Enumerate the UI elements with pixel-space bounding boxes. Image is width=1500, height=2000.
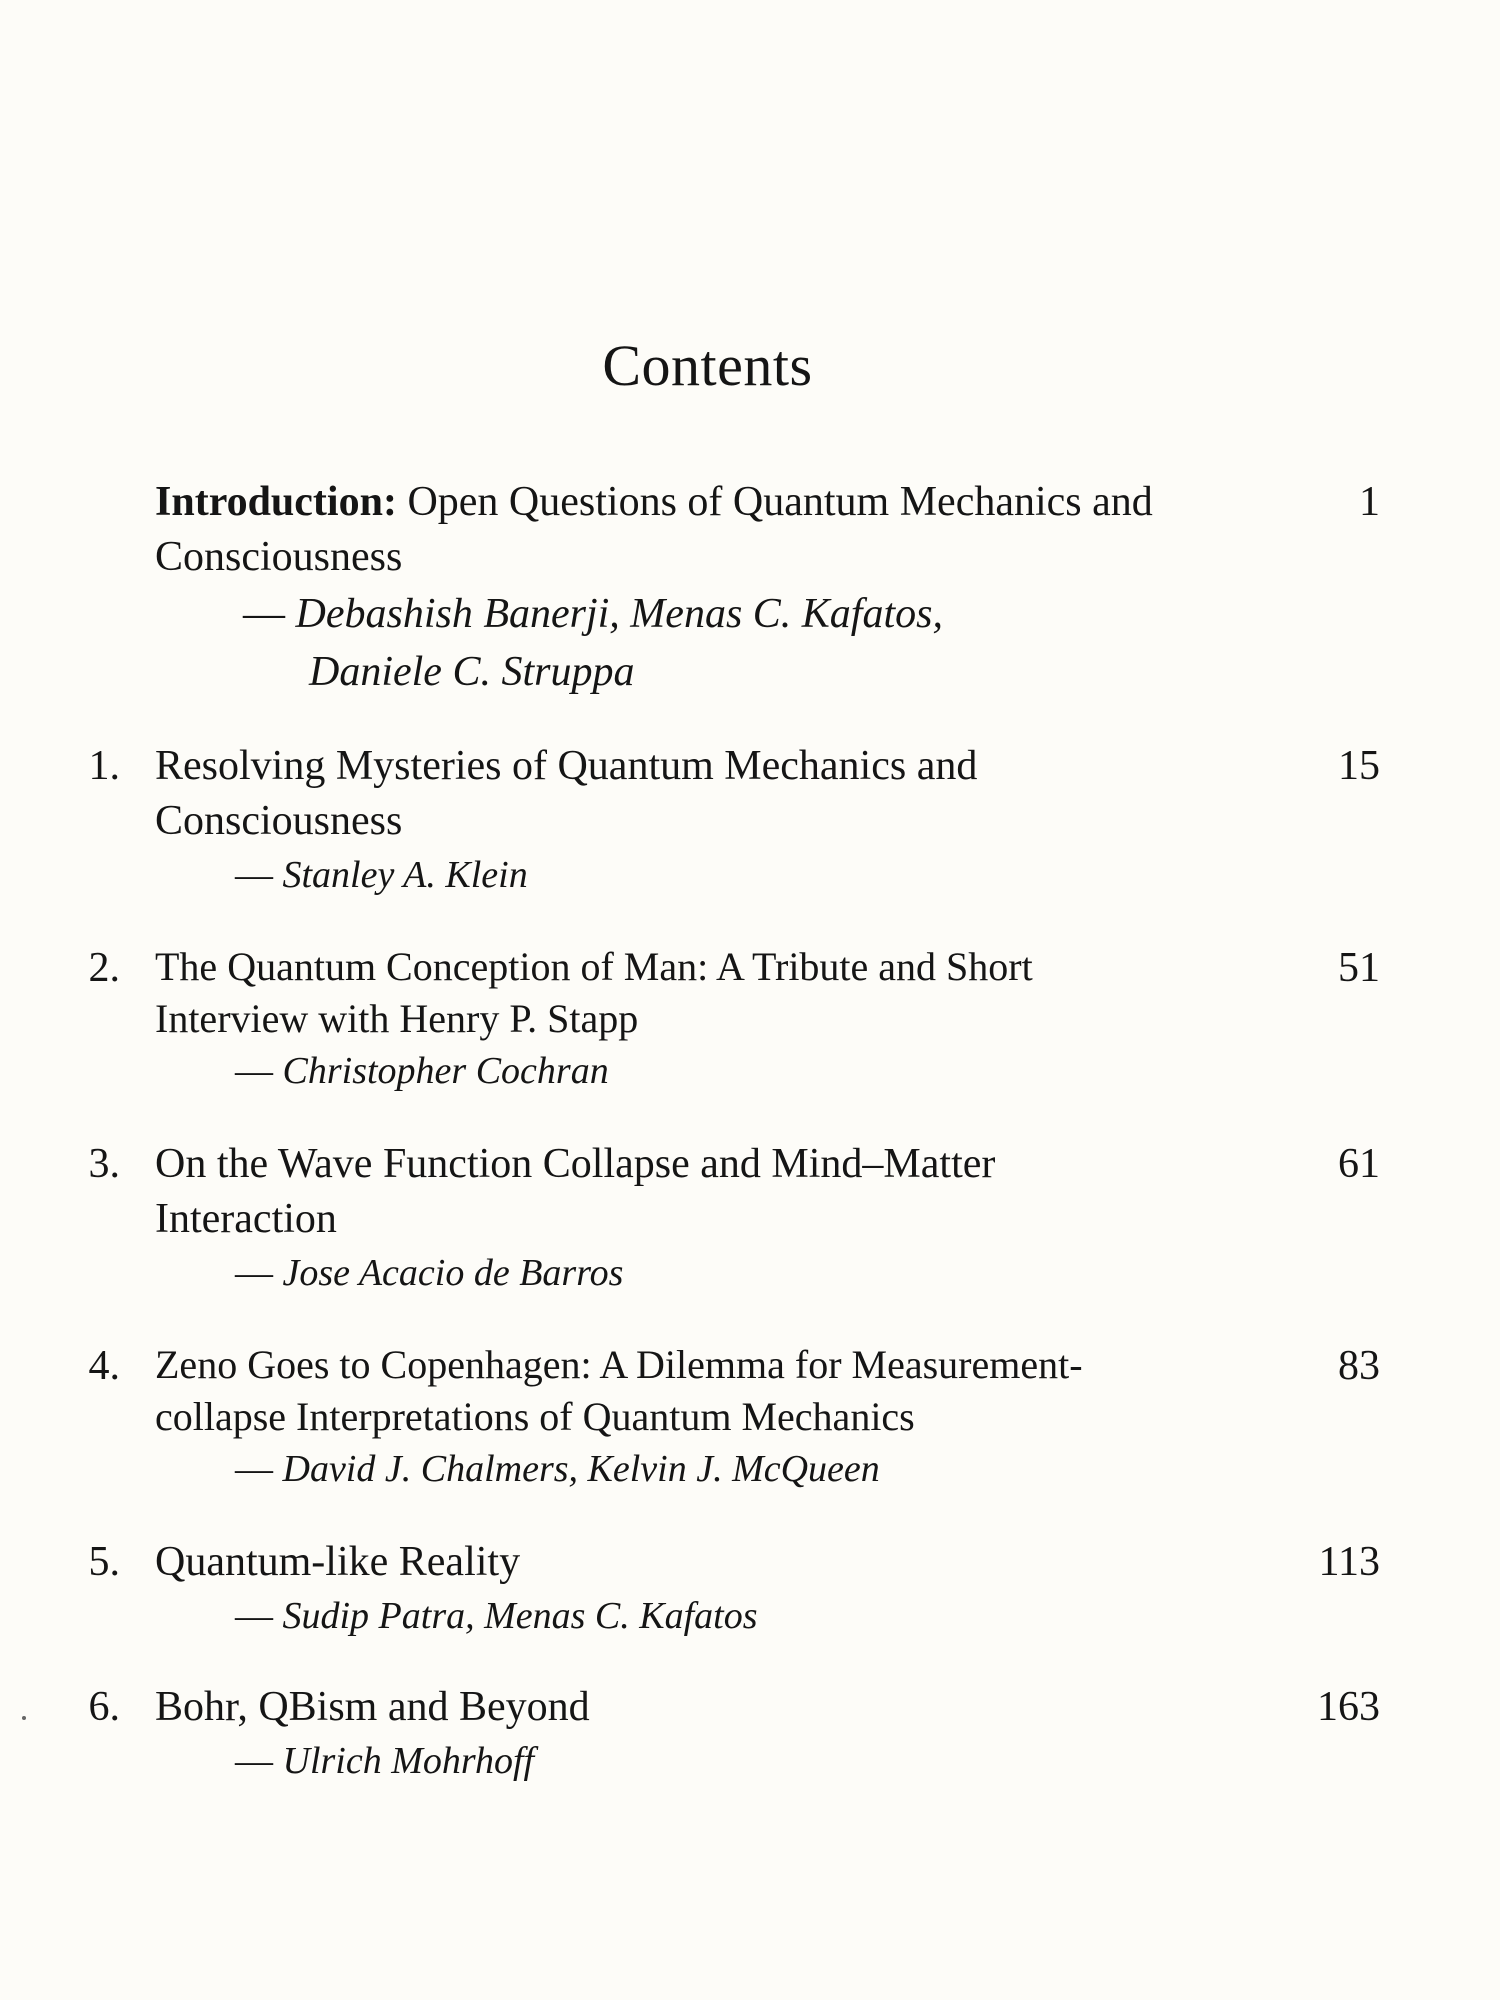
toc-entry-authors [155, 1045, 1195, 1097]
page-title: Contents [602, 333, 813, 398]
author-dash: — [235, 1448, 273, 1490]
toc-entry-body [155, 739, 1205, 901]
introduction-label: Introduction: [155, 479, 397, 525]
chapter-title: Bohr, QBism and Beyond [155, 1684, 590, 1730]
author-dash: — [243, 591, 285, 637]
toc-entry-3 [60, 1137, 1380, 1299]
toc-entry-introduction [60, 475, 1380, 701]
chapter-title: On the Wave Function Collapse and Mind–Matter Interaction [155, 1141, 996, 1242]
toc-entry-body [155, 475, 1165, 701]
author-names: Christopher Cochran [282, 1050, 609, 1092]
toc-entry-body [155, 1535, 1195, 1642]
author-dash: — [235, 854, 273, 896]
chapter-title: Zeno Goes to Copenhagen: A Dilemma for Measurement-collapse Interpretations of Quantum Mechanics [155, 1342, 1083, 1439]
toc-page-number: 83 [1338, 1343, 1380, 1389]
author-names: Ulrich Mohrhoff [282, 1740, 535, 1782]
chapter-number: 6. [88, 1684, 120, 1730]
toc-entry-body [155, 1339, 1155, 1495]
author-dash: — [235, 1252, 273, 1294]
chapter-number: 3. [88, 1141, 120, 1187]
author-names: Stanley A. Klein [282, 854, 528, 896]
author-names-line2: Daniele C. Struppa [309, 649, 635, 695]
toc-page-number: 1 [1359, 479, 1380, 525]
author-names-line1: Debashish Banerji, Menas C. Kafatos, [295, 591, 943, 637]
toc-page-number: 61 [1338, 1141, 1380, 1187]
toc-entry-authors [155, 849, 1205, 901]
toc-entry-title [155, 475, 1165, 585]
toc-entry-authors [155, 585, 1165, 701]
toc-page-number: 15 [1338, 743, 1380, 789]
scan-speck [22, 1716, 26, 1720]
table-of-contents [60, 475, 1380, 1821]
toc-entry-authors [155, 1590, 1195, 1642]
toc-entry-authors [155, 1247, 1045, 1299]
toc-page-number: 113 [1318, 1539, 1380, 1585]
chapter-title: Quantum-like Reality [155, 1539, 521, 1585]
toc-entry-1 [60, 739, 1380, 901]
toc-page-number: 163 [1317, 1684, 1380, 1730]
toc-entry-5 [60, 1535, 1380, 1642]
toc-entry-4 [60, 1339, 1380, 1495]
author-names: Jose Acacio de Barros [282, 1252, 624, 1294]
author-names: Sudip Patra, Menas C. Kafatos [282, 1595, 758, 1637]
toc-entry-authors [155, 1443, 1155, 1495]
toc-entry-2 [60, 941, 1380, 1097]
chapter-title: Resolving Mysteries of Quantum Mechanics and Consciousness [155, 743, 978, 844]
author-dash: — [235, 1740, 273, 1782]
chapter-number: 4. [88, 1343, 120, 1389]
toc-entry-body [155, 1137, 1045, 1299]
author-dash: — [235, 1595, 273, 1637]
author-dash: — [235, 1050, 273, 1092]
toc-entry-body [155, 941, 1195, 1097]
chapter-number: 1. [88, 743, 120, 789]
chapter-number: 5. [88, 1539, 120, 1585]
toc-entry-body [155, 1680, 1195, 1787]
toc-page-number: 51 [1338, 945, 1380, 991]
author-names: David J. Chalmers, Kelvin J. McQueen [282, 1448, 880, 1490]
chapter-number: 2. [88, 945, 120, 991]
toc-entry-6 [60, 1680, 1380, 1787]
chapter-title: The Quantum Conception of Man: A Tribute and Short Interview with Henry P. Stapp [155, 944, 1033, 1041]
toc-entry-authors [155, 1735, 1195, 1787]
introduction-title: Open Questions of Quantum Mechanics and Consciousness [155, 479, 1153, 580]
